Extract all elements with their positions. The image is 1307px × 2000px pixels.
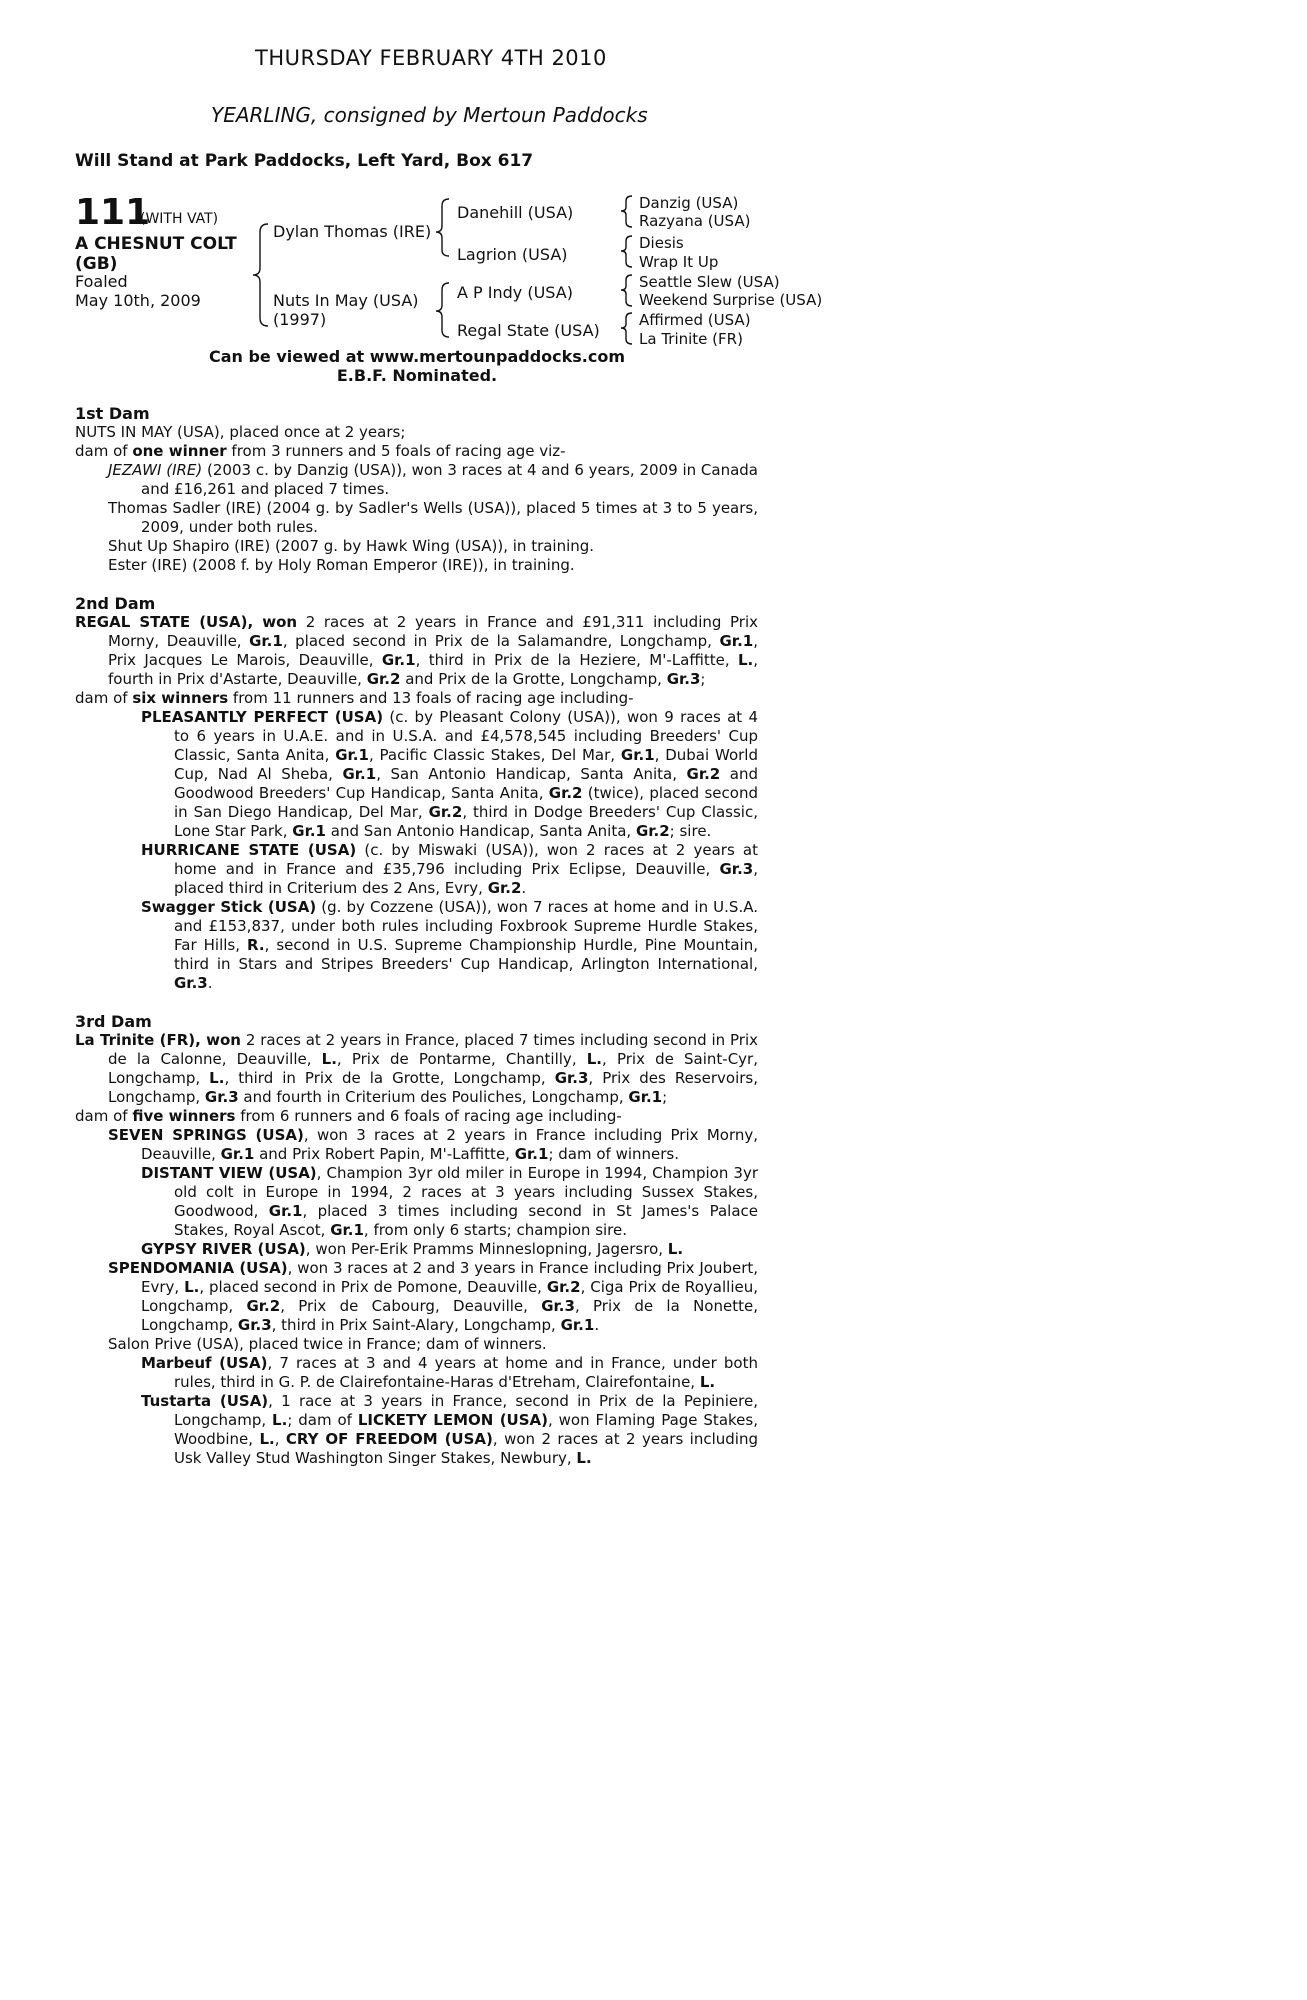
pedigree-dam [273,291,419,329]
pedigree-dsd: Weekend Surprise (USA) [639,291,823,309]
pedigree-dam-year: (1997) [273,310,327,329]
pedigree-sdd: Wrap It Up [639,253,719,271]
produce-entry: Swagger Stick (USA) (g. by Cozzene (USA)), won 7 races at home and in U.S.A. and £153,837, under both rules including Foxbrook Supreme Hurdle Stakes, Far Hills, R., second in U.S. Supreme Championship Hurdle, Pine Mountain, third in Stars and Stripes Breeders' Cup Handicap, Arlington International, Gr.3. [141,898,758,992]
produce-entry: Thomas Sadler (IRE) (2004 g. by Sadler's Wells (USA)), placed 5 times at 3 to 5 years, 2009, under both rules. [108,499,758,536]
pedigree-sire: Dylan Thomas (IRE) [273,222,432,241]
pedigree-ssd: Razyana (USA) [639,212,751,230]
produce-summary: dam of six winners from 11 runners and 13 foals of racing age including- [75,689,634,707]
pedigree-dam-name: Nuts In May (USA) [273,291,419,310]
pedigree-dam-sire: A P Indy (USA) [457,283,573,302]
pedigree-ddd: La Trinite (FR) [639,330,743,348]
produce-entry: GYPSY RIVER (USA), won Per-Erik Pramms Minneslopning, Jagersro, L. [141,1240,684,1258]
produce-entry: Tustarta (USA), 1 race at 3 years in France, second in Prix de la Pepiniere, Longchamp, L.; dam of LICKETY LEMON (USA), won Flaming Page Stakes, Woodbine, L., CRY OF FREEDOM (USA), won 2 races at 2 years including Usk Valley Stud Washington Singer Stakes, Newbury, L. [141,1392,758,1467]
dam-record: La Trinite (FR), won 2 races at 2 years in France, placed 7 times including second in Prix de la Calonne, Deauville, L., Prix de Pontarme, Chantilly, L., Prix de Saint-Cyr, Longchamp, L., third in Prix de la Grotte, Longchamp, Gr.3, Prix des Reservoirs, Longchamp, Gr.3 and fourth in Criterium des Pouliches, Longchamp, Gr.1; [75,1031,759,1106]
pedigree-dam-dam: Regal State (USA) [457,321,600,340]
pedigree-sire-sire: Danehill (USA) [457,203,574,222]
foaled-label: Foaled [75,272,128,291]
produce-entry: DISTANT VIEW (USA), Champion 3yr old miler in Europe in 1994, Champion 3yr old colt in Europe in 1994, 2 races at 3 years including Sussex Stakes, Goodwood, Gr.1, placed 3 times including second in St James's Palace Stakes, Royal Ascot, Gr.1, from only 6 starts; champion sire. [141,1164,759,1239]
pedigree-sire-dam: Lagrion (USA) [457,245,568,264]
lot-country: (GB) [75,254,118,274]
first-dam-section [75,404,758,575]
produce-entry: JEZAWI (IRE) (2003 c. by Danzig (USA)), won 3 races at 4 and 6 years, 2009 in Canada and £16,261 and placed 7 times. [108,461,758,498]
dam-summary: NUTS IN MAY (USA), placed once at 2 years; [75,423,406,441]
vat-note: (WITH VAT) [140,211,219,227]
produce-entry: Shut Up Shapiro (IRE) (2007 g. by Hawk Wing (USA)), in training. [108,537,595,555]
foaled-date: May 10th, 2009 [75,291,201,310]
viewing-note: Can be viewed at www.mertounpaddocks.com [208,347,626,366]
second-dam-section [75,594,758,993]
sale-date: THURSDAY FEBRUARY 4TH 2010 [255,46,607,70]
produce-entry: SPENDOMANIA (USA), won 3 races at 2 and 3 years in France including Prix Joubert, Evry, L., placed second in Prix de Pomone, Deauville, Gr.2, Ciga Prix de Royallieu, Longchamp, Gr.2, Prix de Cabourg, Deauville, Gr.3, Prix de la Nonette, Longchamp, Gr.3, third in Prix Saint-Alary, Longchamp, Gr.1. [108,1259,759,1334]
produce-entry: Salon Prive (USA), placed twice in France; dam of winners. [108,1335,547,1353]
third-dam-section [75,1012,758,1468]
produce-entry: Marbeuf (USA), 7 races at 3 and 4 years at home and in France, under both rules, third in G. P. de Clairefontaine-Haras d'Etreham, Clairefontaine, L. [141,1354,758,1391]
consignment-line: YEARLING, consigned by Mertoun Paddocks [211,103,648,127]
produce-entry: HURRICANE STATE (USA) (c. by Miswaki (USA)), won 2 races at 2 years at home and in France and £35,796 including Prix Eclipse, Deauville, Gr.3, placed third in Criterium des 2 Ans, Evry, Gr.2. [141,841,759,897]
catalogue-body [75,404,758,1487]
lot-sex: A CHESNUT COLT [75,234,237,254]
lot-number: 111 [75,192,151,233]
pedigree-sds: Diesis [639,234,684,252]
dam-record: REGAL STATE (USA), won 2 races at 2 years in France and £91,311 including Prix Morny, Deauville, Gr.1, placed second in Prix de la Salamandre, Longchamp, Gr.1, Prix Jacques Le Marois, Deauville, Gr.1, third in Prix de la Heziere, M'-Laffitte, L., fourth in Prix d'Astarte, Deauville, Gr.2 and Prix de la Grotte, Longchamp, Gr.3; [75,613,759,688]
produce-entry: Ester (IRE) (2008 f. by Holy Roman Emperor (IRE)), in training. [108,556,575,574]
section-heading: 3rd Dam [75,1012,152,1031]
produce-summary: dam of five winners from 6 runners and 6 foals of racing age including- [75,1107,622,1125]
produce-summary: dam of one winner from 3 runners and 5 foals of racing age viz- [75,442,566,460]
ebf-note: E.B.F. Nominated. [336,366,498,385]
pedigree-sss: Danzig (USA) [639,194,739,212]
produce-entry: SEVEN SPRINGS (USA), won 3 races at 2 years in France including Prix Morny, Deauville, Gr.1 and Prix Robert Papin, M'-Laffitte, Gr.1; dam of winners. [108,1126,758,1163]
stand-location: Will Stand at Park Paddocks, Left Yard, Box 617 [75,151,534,171]
section-heading: 1st Dam [75,404,150,423]
produce-entry: PLEASANTLY PERFECT (USA) (c. by Pleasant Colony (USA)), won 9 races at 4 to 6 years in U.A.E. and in U.S.A. and £4,578,545 including Breeders' Cup Classic, Santa Anita, Gr.1, Pacific Classic Stakes, Del Mar, Gr.1, Dubai World Cup, Nad Al Sheba, Gr.1, San Antonio Handicap, Santa Anita, Gr.2 and Goodwood Breeders' Cup Handicap, Santa Anita, Gr.2 (twice), placed second in San Diego Handicap, Del Mar, Gr.2, third in Dodge Breeders' Cup Classic, Lone Star Park, Gr.1 and San Antonio Handicap, Santa Anita, Gr.2; sire. [141,708,758,840]
pedigree-dss: Seattle Slew (USA) [639,273,780,291]
section-heading: 2nd Dam [75,594,156,613]
pedigree-dds: Affirmed (USA) [639,311,751,329]
